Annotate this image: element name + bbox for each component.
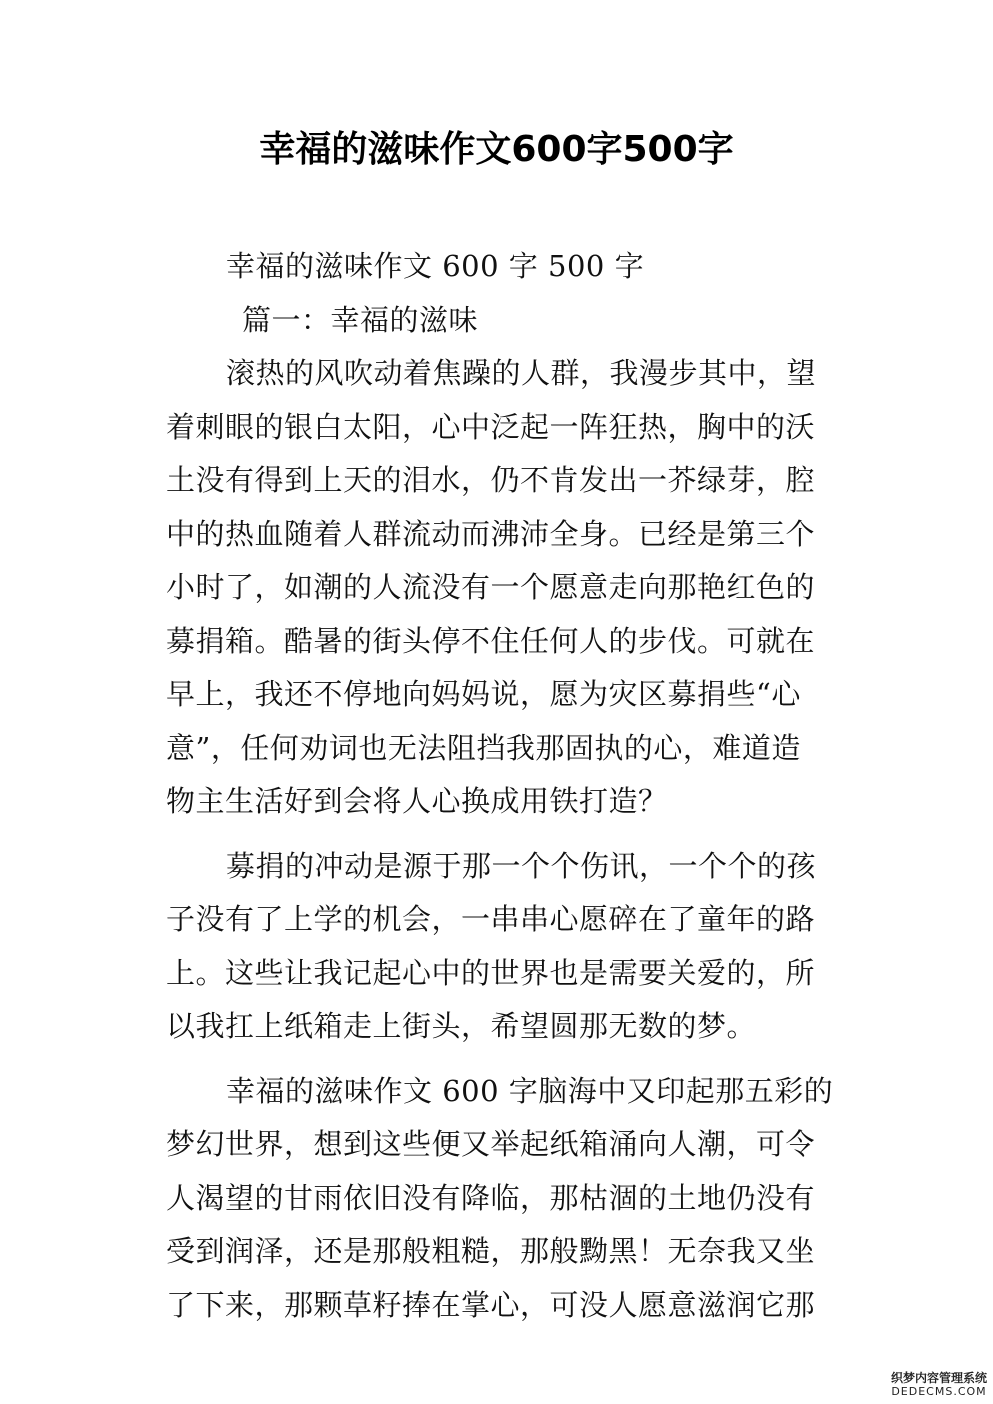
paragraph-line: 物主生活好到会将人心换成用铁打造？	[166, 784, 668, 818]
paragraph-line: 上。这些让我记起心中的世界也是需要关爱的，所	[166, 955, 816, 990]
paragraph-line: 子没有了上学的机会，一串串心愿碎在了童年的路	[166, 902, 816, 936]
paragraph-line: 小时了，如潮的人流没有一个愿意走向那艳红色的	[166, 570, 816, 604]
paragraph-2	[166, 840, 828, 1054]
paragraph-line: 早上，我还不停地向妈妈说，愿为灾区募捐些“心	[166, 677, 801, 711]
paragraph-line: 中的热血随着人群流动而沸沛全身。已经是第三个	[166, 516, 816, 551]
paragraph-line: 着刺眼的银白太阳，心中泛起一阵狂热，胸中的沃	[166, 409, 816, 444]
paragraph-line: 受到润泽，还是那般粗糙，那般黝黑！无奈我又坐	[166, 1234, 816, 1268]
paragraph-line: 幸福的滋味作文 600 字脑海中又印起那五彩的	[226, 1073, 834, 1108]
paragraph-line: 梦幻世界，想到这些便又举起纸箱涌向人潮，可令	[166, 1127, 816, 1161]
paragraph-line: 意”，任何劝词也无法阻挡我那固执的心，难道造	[166, 730, 801, 765]
paragraph-line: 土没有得到上天的泪水，仍不肯发出一芥绿芽，腔	[166, 463, 816, 497]
watermark-line1: 织梦内容管理系统	[890, 1371, 987, 1385]
paragraph-1	[166, 347, 828, 829]
paragraph-line: 募捐箱。酷暑的街头停不住任何人的步伐。可就在	[166, 623, 816, 658]
paragraph-3	[166, 1065, 834, 1333]
paragraph-line: 人渴望的甘雨依旧没有降临，那枯涸的土地仍没有	[166, 1180, 816, 1215]
watermark-logo	[891, 1371, 987, 1398]
paragraph-line: 募捐的冲动是源于那一个个伤讯，一个个的孩	[226, 848, 817, 883]
heading-repeat: 幸福的滋味作文 600 字 500 字	[226, 249, 645, 283]
subheading: 篇一：幸福的滋味	[242, 302, 479, 337]
paragraph-line: 滚热的风吹动着焦躁的人群，我漫步其中，望	[226, 356, 817, 390]
document-body	[166, 240, 834, 1332]
paragraph-line: 以我扛上纸箱走上街头，希望圆那无数的梦。	[166, 1009, 757, 1043]
paragraph-line: 了下来，那颗草籽捧在掌心，可没人愿意滋润它那	[166, 1287, 816, 1322]
document-title: 幸福的滋味作文600字500字	[259, 129, 734, 170]
watermark-line2: DEDECMS.COM	[891, 1385, 987, 1398]
